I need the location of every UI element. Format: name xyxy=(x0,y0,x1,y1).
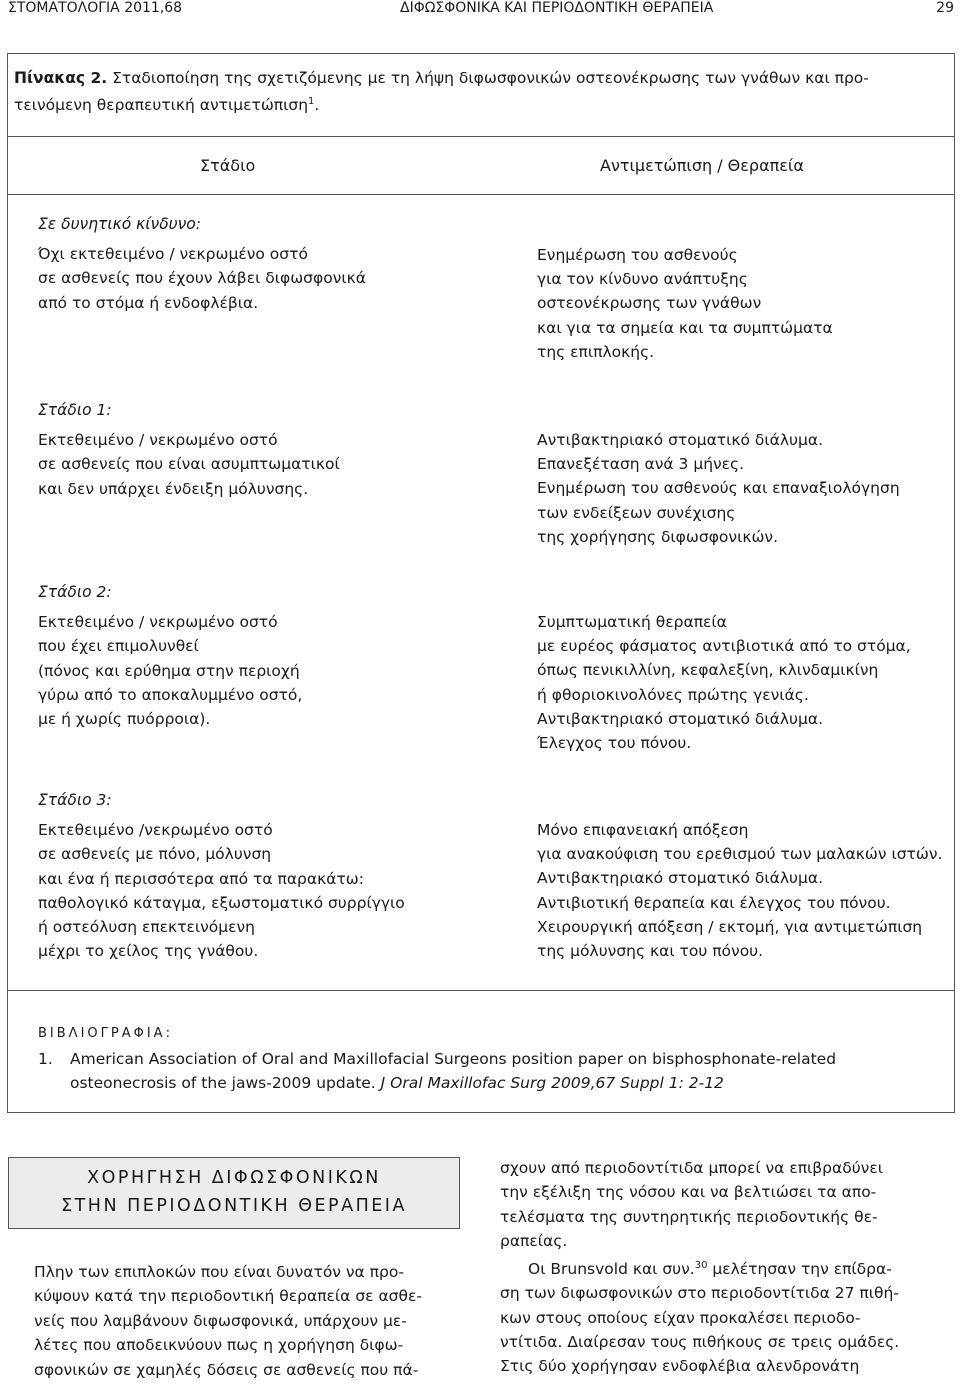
treatment-line: Συμπτωματική θεραπεία xyxy=(537,613,727,631)
stage-line: ή οστεόλυση επεκτεινόμενη xyxy=(38,918,256,937)
row-title: Στάδιο 2: xyxy=(38,583,112,601)
body-line: την εξέλιξη της νόσου και να βελτιώσει τα απο- xyxy=(500,1183,877,1202)
body-line: ντίτιδα. Διαίρεσαν τους πιθήκους σε τρεις ομάδες. xyxy=(500,1333,900,1351)
table-row-stage-cell xyxy=(38,788,405,963)
table-caption xyxy=(14,66,944,117)
body-line: κύψουν κατά την περιοδοντική θεραπεία σε ασθε- xyxy=(34,1287,422,1306)
treatment-line: Αντιβακτηριακό στοματικό διάλυμα. xyxy=(537,709,824,728)
paragraph-start-line xyxy=(500,1254,956,1282)
treatment-line: Ενημέρωση του ασθενούς xyxy=(537,246,738,264)
stage-line: και ένα ή περισσότερα από τα παρακάτω: xyxy=(38,869,364,888)
table-row-treatment-cell xyxy=(537,428,900,549)
references-heading: ΒΙΒΛΙΟΓΡΑΦΙΑ: xyxy=(38,1026,173,1041)
body-line: σφονικών σε χαμηλές δόσεις σε ασθενείς που πά- xyxy=(34,1360,419,1379)
stage-line: και δεν υπάρχει ένδειξη μόλυνσης. xyxy=(38,479,309,498)
table-row-stage-cell xyxy=(38,212,366,315)
body-line: τελέσματα της συντηρητικής περιοδοντικής θε- xyxy=(500,1207,878,1226)
body-line: σχουν από περιοδοντίτιδα μπορεί να επιβραδύνει xyxy=(500,1159,883,1177)
citation-mark: 30 xyxy=(694,1259,708,1271)
stage-line: Εκτεθειμένο / νεκρωμένο οστό xyxy=(38,613,278,632)
table-row-treatment-cell xyxy=(537,243,833,364)
body-line: κων στους οποίους είχαν προκαλέσει περιοδο- xyxy=(500,1308,861,1327)
treatment-line: Μόνο επιφανειακή απόξεση xyxy=(537,821,749,839)
treatment-line: Έλεγχος του πόνου. xyxy=(537,734,692,753)
stage-line: σε ασθενείς με πόνο, μόλυνση xyxy=(38,845,272,864)
treatment-line: Ενημέρωση του ασθενούς και επαναξιολόγηση xyxy=(537,479,900,498)
references-divider xyxy=(7,990,955,991)
stage-line: μέχρι το χείλος της γνάθου. xyxy=(38,942,259,961)
caption-reference-mark: 1 xyxy=(308,96,315,107)
running-head xyxy=(0,0,960,22)
treatment-line: Επανεξέταση ανά 3 μήνες. xyxy=(537,455,745,474)
treatment-line: και για τα σημεία και τα συμπτώματα xyxy=(537,318,833,337)
treatment-line: της επιπλοκής. xyxy=(537,342,655,361)
treatment-line: για τον κίνδυνο ανάπτυξης xyxy=(537,270,748,289)
stage-line: που έχει επιμολυνθεί xyxy=(38,637,199,656)
stage-line: παθολογικό κάταγμα, εξωστοματικό συρρίγγιο xyxy=(38,893,405,912)
treatment-line: Αντιβιοτική θεραπεία και έλεγχος του πόνου. xyxy=(537,893,891,912)
reference-number: 1. xyxy=(38,1050,53,1068)
body-line: νείς που λαμβάνουν διφωσφονικά, υπάρχουν με- xyxy=(34,1311,407,1330)
table-caption-line1: Σταδιοποίηση της σχετιζόμενης με τη λήψη διφωσφονικών οστεονέκρωσης των γνάθων και προ- xyxy=(112,69,869,87)
reference-citation: J Oral Maxillofac Surg 2009,67 Suppl 1: 2-12 xyxy=(380,1074,724,1092)
reference-text-line2: osteonecrosis of the jaws-2009 update. xyxy=(70,1074,376,1092)
journal-name: ΣΤΟΜΑΤΟΛΟΓΙΑ 2011,68 xyxy=(8,0,183,16)
table-caption-line2: τεινόμενη θεραπευτική αντιμετώπιση xyxy=(14,96,309,115)
references-block xyxy=(38,1026,948,1095)
right-column-text xyxy=(500,1156,956,1379)
caption-end: . xyxy=(314,96,320,115)
treatment-line: Χειρουργική απόξεση / εκτομή, για αντιμετώπιση xyxy=(537,917,923,936)
section-heading-line2: ΣΤΗΝ ΠΕΡΙΟΔΟΝΤΙΚΗ ΘΕΡΑΠΕΙΑ xyxy=(61,1196,407,1216)
section-heading-box xyxy=(8,1157,460,1229)
reference-text-line1: American Association of Oral and Maxillofacial Surgeons position paper on bisphosphonate-related xyxy=(70,1050,837,1068)
body-line: Στις δύο χορήγησαν ενδοφλέβια αλενδρονάτη xyxy=(500,1357,860,1376)
row-title: Στάδιο 3: xyxy=(38,791,112,809)
stage-line: σε ασθενείς που είναι ασυμπτωματικοί xyxy=(38,455,340,474)
treatment-line: για ανακούφιση του ερεθισμού των μαλακών ιστών. xyxy=(537,845,943,864)
stage-line: με ή χωρίς πυόρροια). xyxy=(38,710,211,729)
section-heading-line1: ΧΟΡΗΓΗΣΗ ΔΙΦΩΣΦΟΝΙΚΩΝ xyxy=(87,1168,381,1188)
paragraph-continuation: μελέτησαν την επίδρα- xyxy=(707,1259,892,1278)
stage-line: Εκτεθειμένο / νεκρωμένο οστό xyxy=(38,431,278,450)
table-row-stage-cell xyxy=(38,398,340,501)
treatment-line: Αντιβακτηριακό στοματικό διάλυμα. xyxy=(537,869,824,888)
row-title: Στάδιο 1: xyxy=(38,401,112,419)
column-header-stage: Στάδιο xyxy=(200,156,256,175)
table-row-treatment-cell xyxy=(537,610,911,755)
table-caption-label: Πίνακας 2. xyxy=(14,69,108,87)
treatment-line: Αντιβακτηριακό στοματικό διάλυμα. xyxy=(537,431,824,449)
page-number: 29 xyxy=(936,0,954,16)
stage-line: Όχι εκτεθειμένο / νεκρωμένο οστό xyxy=(38,245,308,264)
stage-line: από το στόμα ή ενδοφλέβια. xyxy=(38,293,259,312)
paragraph-author: Οι Brunsvold και συν. xyxy=(528,1259,695,1278)
treatment-line: ή φθοριοκινολόνες πρώτης γενιάς. xyxy=(537,685,809,704)
reference-item xyxy=(38,1047,948,1095)
caption-divider xyxy=(7,136,955,137)
body-line: λέτες που αποδεικνύουν πως η χορήγηση διφω- xyxy=(34,1336,404,1355)
stage-line: γύρω από το αποκαλυμμένο οστό, xyxy=(38,685,303,704)
row-title: Σε δυνητικό κίνδυνο: xyxy=(38,215,202,233)
stage-line: (πόνος και ερύθημα στην περιοχή xyxy=(38,661,300,680)
treatment-line: των ενδείξεων συνέχισης xyxy=(537,503,736,522)
body-line: ραπείας. xyxy=(500,1232,568,1251)
treatment-line: όπως πενικιλλίνη, κεφαλεξίνη, κλινδαμικίνη xyxy=(537,661,879,680)
stage-line: σε ασθενείς που έχουν λάβει διφωσφονικά xyxy=(38,269,366,288)
left-column-text xyxy=(34,1260,462,1382)
table-row-stage-cell xyxy=(38,580,302,731)
treatment-line: με ευρέος φάσματος αντιβιοτικά από το στόμα, xyxy=(537,637,911,656)
article-short-title: ΔΙΦΩΣΦΟΝΙΚΑ ΚΑΙ ΠΕΡΙΟΔΟΝΤΙΚΗ ΘΕΡΑΠΕΙΑ xyxy=(400,0,714,16)
body-line: ση των διφωσφονικών στο περιοδοντίτιδα 27 πιθή- xyxy=(500,1284,899,1303)
treatment-line: της χορήγησης διφωσφονικών. xyxy=(537,527,779,546)
body-line: Πλην των επιπλοκών που είναι δυνατόν να προ- xyxy=(34,1263,404,1281)
stage-line: Εκτεθειμένο /νεκρωμένο οστό xyxy=(38,821,273,840)
column-header-treatment: Αντιμετώπιση / Θεραπεία xyxy=(600,156,804,175)
treatment-line: της μόλυνσης και του πόνου. xyxy=(537,942,764,961)
treatment-line: οστεονέκρωσης των γνάθων xyxy=(537,294,762,313)
table-row-treatment-cell xyxy=(537,818,942,963)
header-divider xyxy=(7,194,955,195)
